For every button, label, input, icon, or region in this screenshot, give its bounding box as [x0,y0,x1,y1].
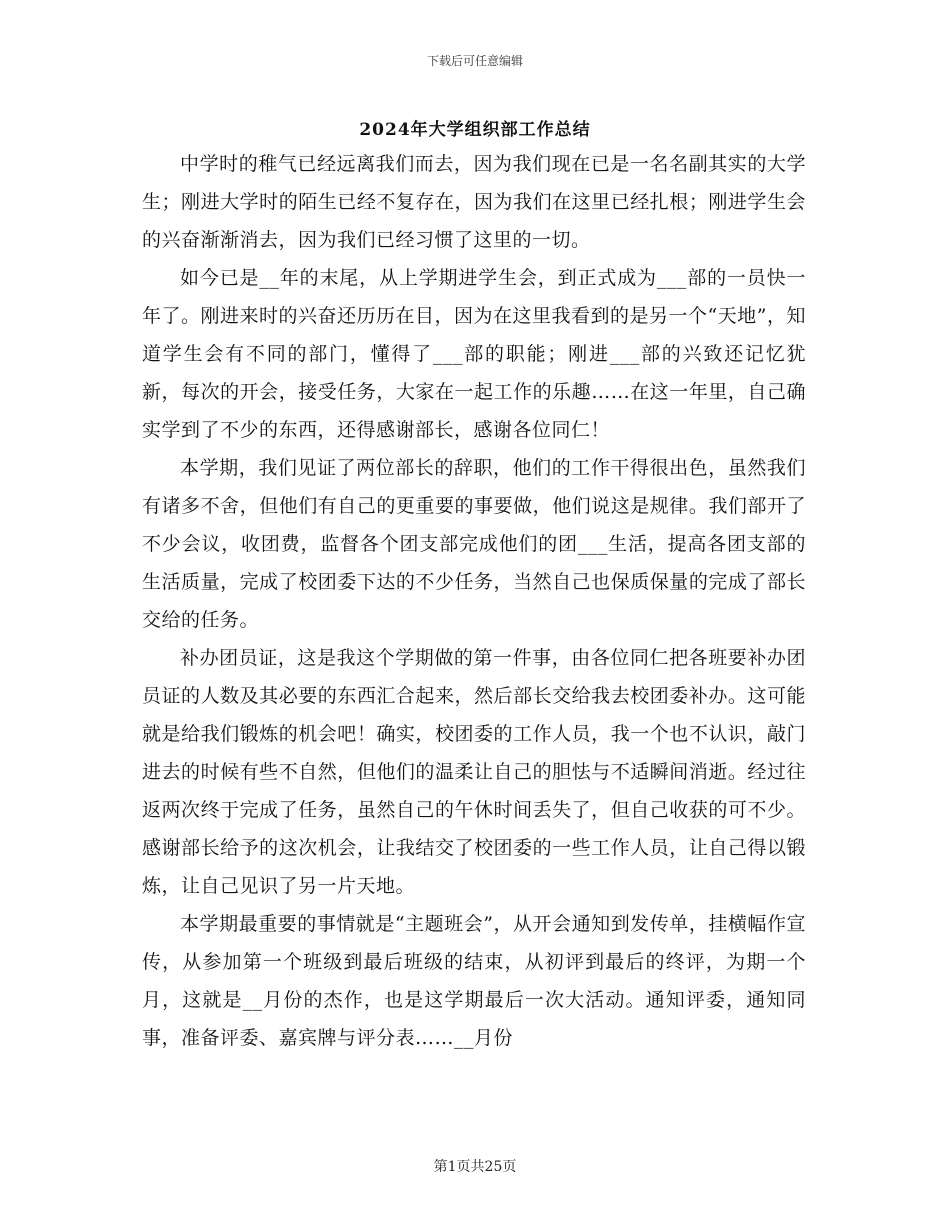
paragraph-5: 本学期最重要的事情就是“主题班会”，从开会通知到发传单，挂横幅作宣传，从参加第一个班级到最后班级的结束，从初评到最后的终评，为期一个月，这就是__月份的杰作，也是这学期最后一次大活动。通知评委，通知同事，准备评委、嘉宾牌与评分表……__月份 [142,913,806,1049]
page-number: 第1页共25页 [433,1159,517,1175]
paragraph-2: 如今已是__年的末尾，从上学期进学生会，到正式成为___部的一员快一年了。刚进来时的兴奋还历历在目，因为在这里我看到的是另一个“天地”，知道学生会有不同的部门，懂得了___部的职能；刚进___部的兴致还记忆犹新，每次的开会，接受任务，大家在一起工作的乐趣……在这一年里，自己确实学到了不少的东西，还得感谢部长，感谢各位同仁！ [142,267,806,441]
paragraph-3: 本学期，我们见证了两位部长的辞职，他们的工作干得很出色，虽然我们有诸多不舍，但他们有自己的更重要的事要做，他们说这是规律。我们部开了不少会议，收团费，监督各个团支部完成他们的团___生活，提高各团支部的生活质量，完成了校团委下达的不少任务，当然自己也保质保量的完成了部长交给的任务。 [142,457,806,631]
paragraph-1: 中学时的稚气已经远离我们而去，因为我们现在已是一名名副其实的大学生；刚进大学时的陌生已经不复存在，因为我们在这里已经扎根；刚进学生会的兴奋渐渐消去，因为我们已经习惯了这里的一切。 [142,153,806,251]
document-body [142,145,806,1057]
document-title: 2024年大学组织部工作总结 [359,120,591,140]
paragraph-4: 补办团员证，这是我这个学期做的第一件事，由各位同仁把各班要补办团员证的人数及其必要的东西汇合起来，然后部长交给我去校团委补办。这可能就是给我们锻炼的机会吧！确实，校团委的工作人员，我一个也不认识，敲门进去的时候有些不自然，但他们的温柔让自己的胆怯与不适瞬间消逝。经过往返两次终于完成了任务，虽然自己的午休时间丢失了，但自己收获的可不少。感谢部长给予的这次机会，让我结交了校团委的一些工作人员，让自己得以锻炼，让自己见识了另一片天地。 [142,647,806,897]
page-header-note: 下载后可任意编辑 [426,54,523,68]
